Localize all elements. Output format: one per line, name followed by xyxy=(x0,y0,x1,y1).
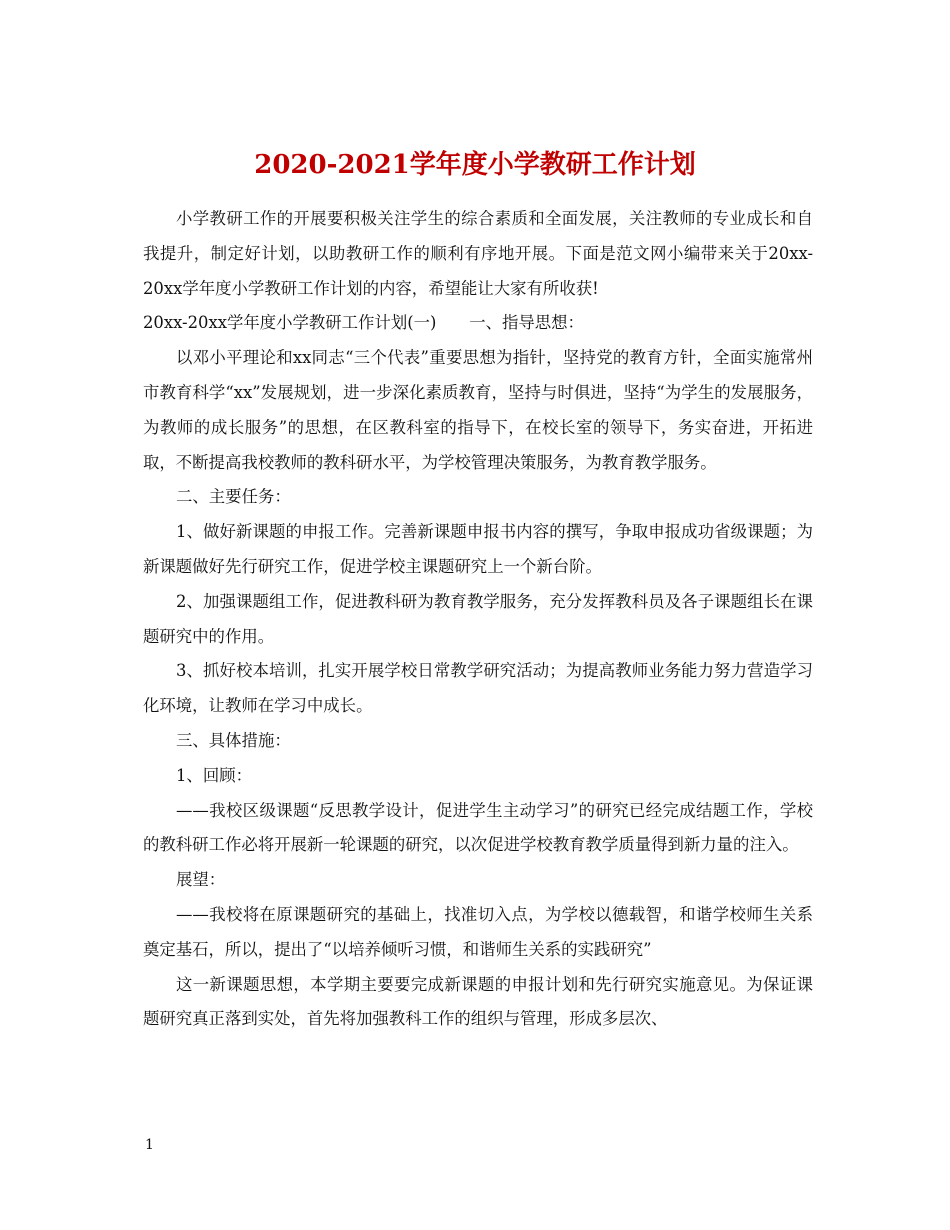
document-body xyxy=(143,202,813,1037)
paragraph: 小学教研工作的开展要积极关注学生的综合素质和全面发展，关注教师的专业成长和自我提升，制定好计划，以助教研工作的顺利有序地开展。下面是范文网小编带来关于20xx-20xx学年度小学教研工作计划的内容，希望能让大家有所收获! xyxy=(143,209,813,298)
document-title: 2020-2021学年度小学教研工作计划 xyxy=(254,150,696,181)
paragraph: 二、主要任务： xyxy=(176,487,291,507)
paragraph: 三、具体措施： xyxy=(176,730,291,750)
paragraph: 20xx-20xx学年度小学教研工作计划(一) 一、指导思想： xyxy=(143,313,584,333)
paragraph: ——我校区级课题“反思教学设计，促进学生主动学习”的研究已经完成结题工作，学校的教科研工作必将开展新一轮课题的研究，以次促进学校教育教学质量得到新力量的注入。 xyxy=(143,800,813,855)
paragraph: 展望： xyxy=(176,870,226,890)
paragraph: ——我校将在原课题研究的基础上，找准切入点，为学校以德载智，和谐学校师生关系奠定基石，所以，提出了“以培养倾听习惯，和谐师生关系的实践研究” xyxy=(143,904,813,959)
paragraph: 这一新课题思想，本学期主要要完成新课题的申报计划和先行研究实施意见。为保证课题研究真正落到实处，首先将加强教科工作的组织与管理，形成多层次、 xyxy=(143,974,813,1029)
paragraph: 以邓小平理论和xx同志“三个代表”重要思想为指针，坚持党的教育方针，全面实施常州市教育科学“xx”发展规划，进一步深化素质教育，坚持与时俱进，坚持“为学生的发展服务，为教师的成长服务”的思想，在区教科室的指导下，在校长室的领导下，务实奋进，开拓进取，不断提高我校教师的教科研水平，为学校管理决策服务，为教育教学服务。 xyxy=(143,348,813,472)
page-number: 1 xyxy=(145,1137,154,1153)
paragraph: 1、做好新课题的申报工作。完善新课题申报书内容的撰写，争取申报成功省级课题；为新课题做好先行研究工作，促进学校主课题研究上一个新台阶。 xyxy=(143,522,813,576)
paragraph: 3、抓好校本培训，扎实开展学校日常教学研究活动；为提高教师业务能力努力营造学习化环境，让教师在学习中成长。 xyxy=(143,661,813,716)
paragraph: 2、加强课题组工作，促进教科研为教育教学服务，充分发挥教科员及各子课题组长在课题研究中的作用。 xyxy=(143,591,813,646)
paragraph: 1、回顾： xyxy=(176,765,252,785)
